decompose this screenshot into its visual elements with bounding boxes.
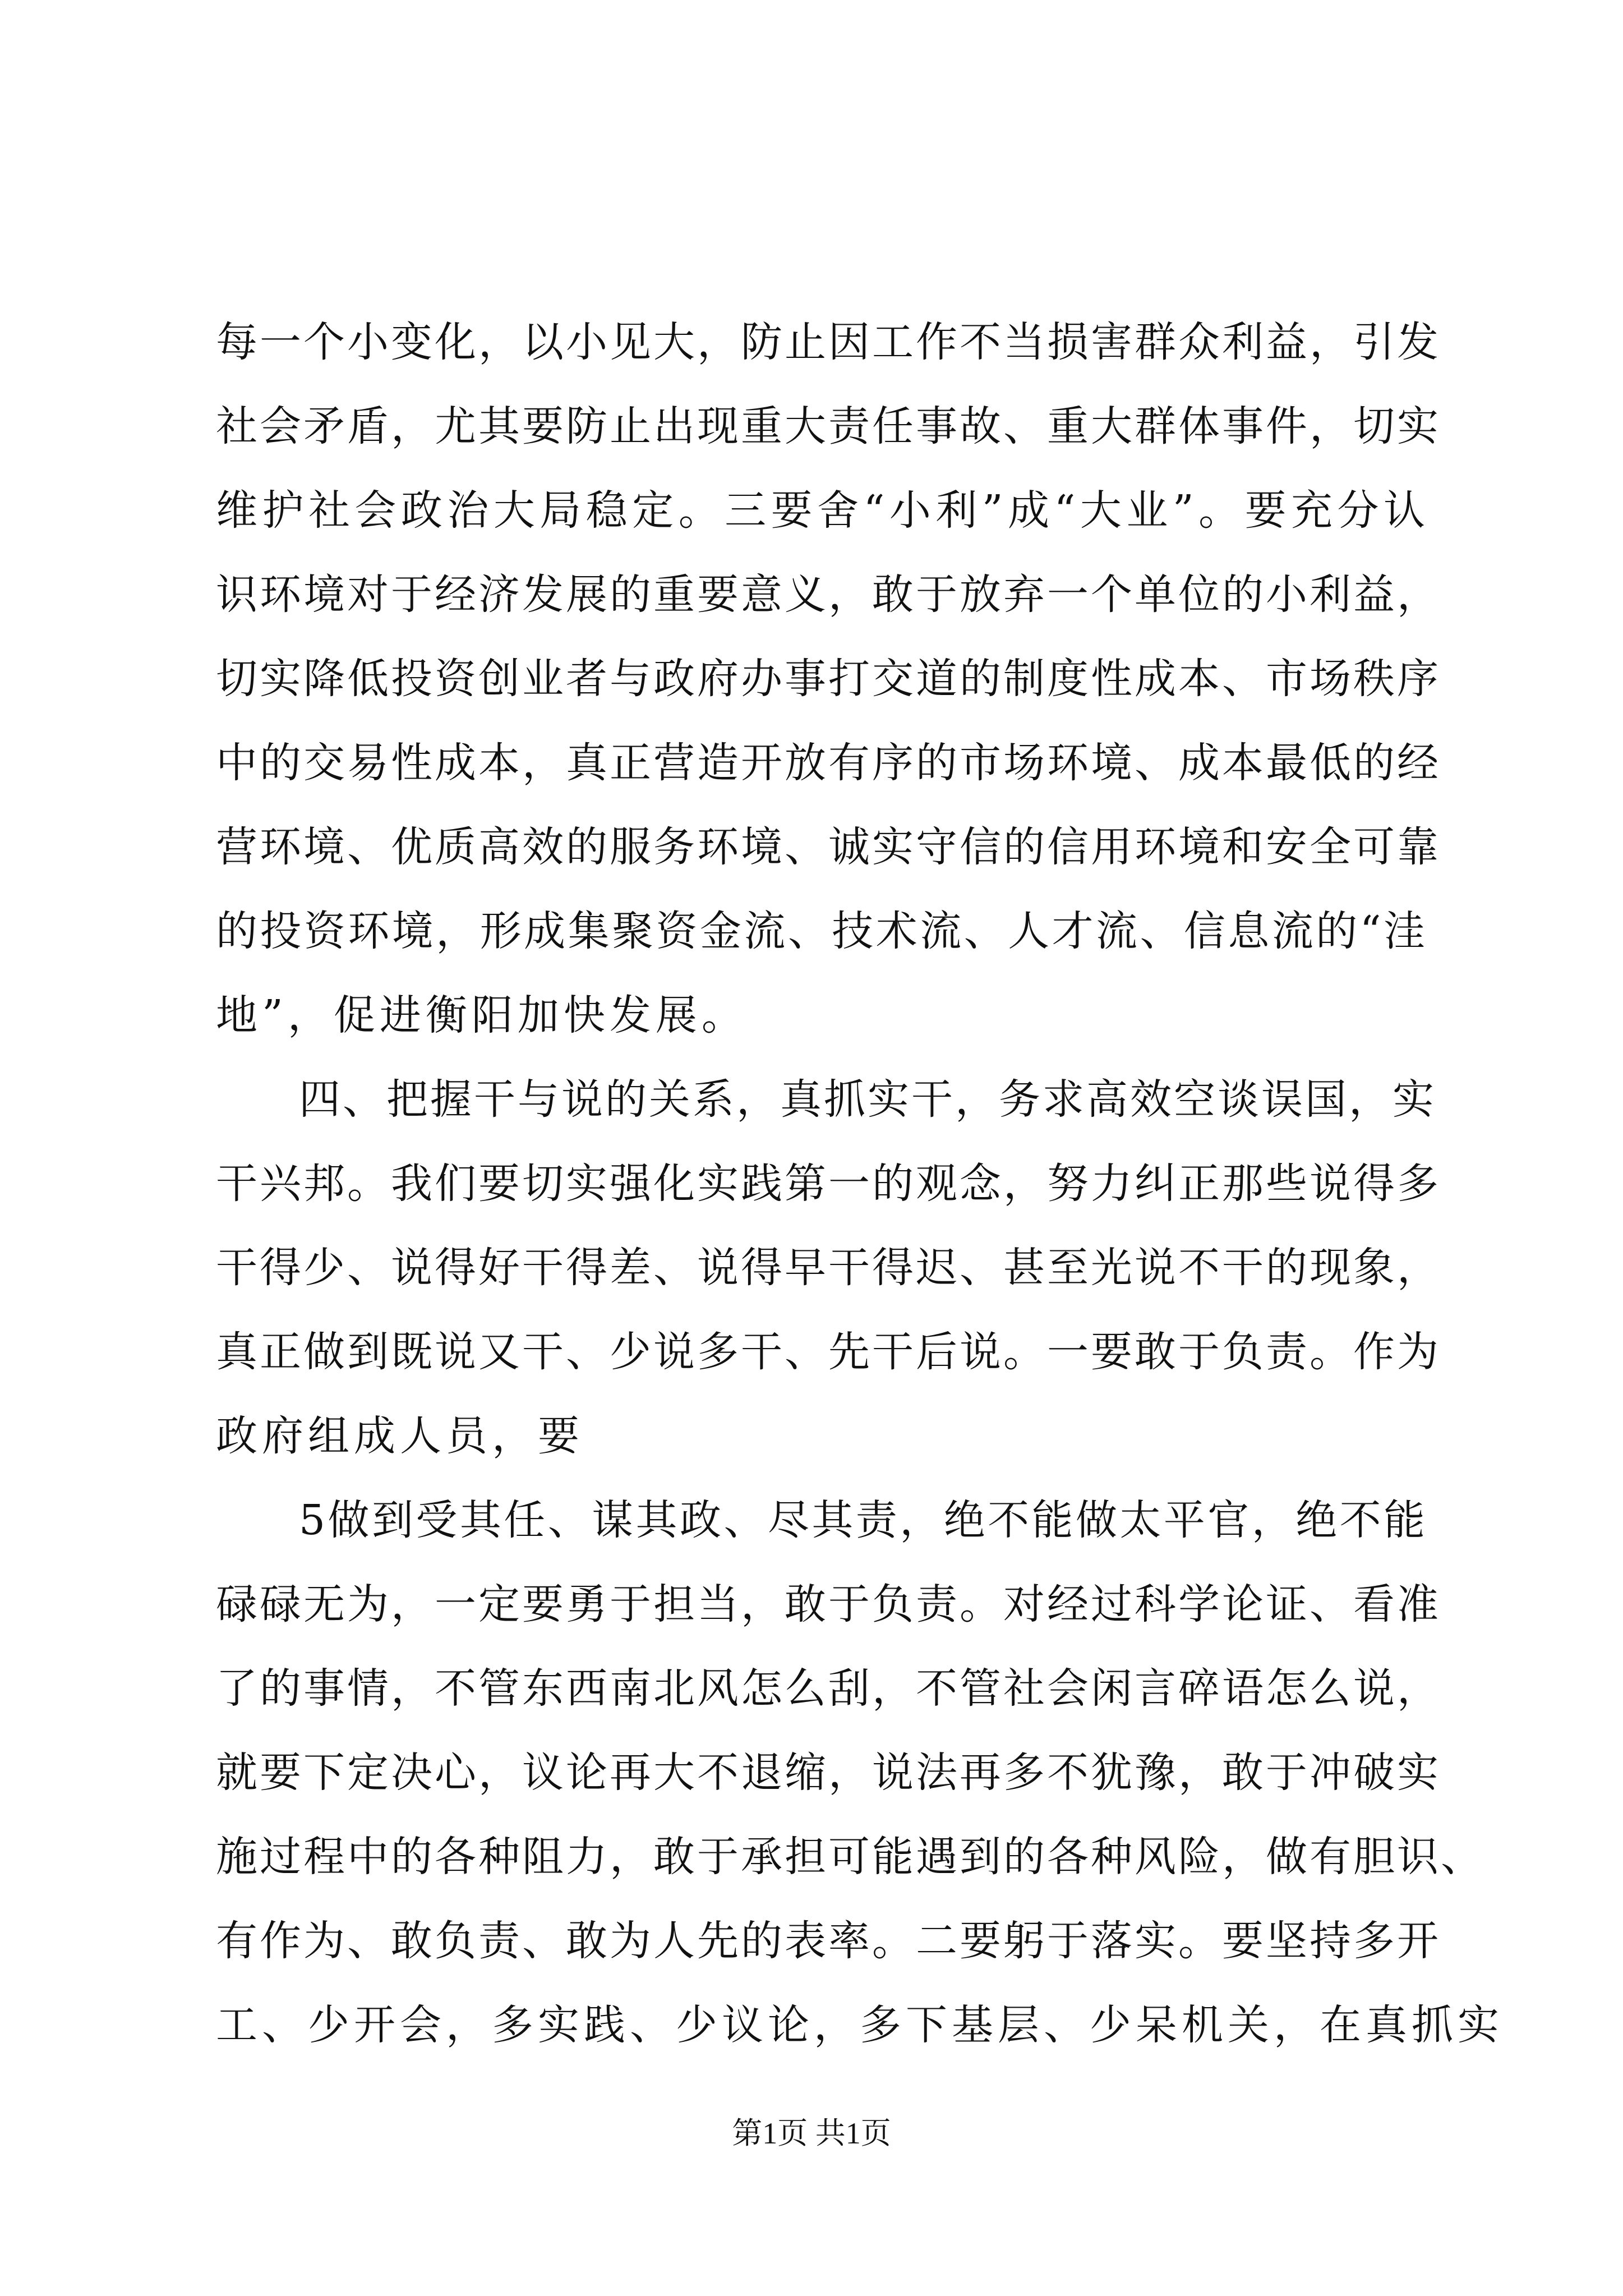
text-line: 5做到受其任、谋其政、尽其责，绝不能做太平官，绝不能 xyxy=(299,1496,1427,1544)
text-line: 施过程中的各种阻力，敢于承担可能遇到的各种风险，做有胆识、 xyxy=(216,1833,1484,1881)
text-line: 工、少开会，多实践、少议论，多下基层、少呆机关，在真抓实 xyxy=(216,2001,1504,2049)
document-body xyxy=(216,300,1504,2067)
paragraph xyxy=(216,300,1441,1057)
text-line: 每一个小变化，以小见大，防止因工作不当损害群众利益，引发 xyxy=(216,318,1441,366)
text-line: 了的事情，不管东西南北风怎么刮，不管社会闲言碎语怎么说， xyxy=(216,1664,1441,1713)
text-line: 营环境、优质高效的服务环境、诚实守信的信用环境和安全可靠 xyxy=(216,823,1441,871)
text-line: 地”，促进衡阳加快发展。 xyxy=(216,991,748,1039)
text-line: 识环境对于经济发展的重要意义，敢于放弃一个单位的小利益， xyxy=(216,570,1441,619)
text-line: 有作为、敢负责、敢为人先的表率。二要躬于落实。要坚持多开 xyxy=(216,1917,1441,1965)
text-line: 就要下定决心，议论再大不退缩，说法再多不犹豫，敢于冲破实 xyxy=(216,1749,1441,1797)
text-line: 四、把握干与说的关系，真抓实干，务求高效空谈误国，实 xyxy=(299,1075,1436,1124)
text-line: 的投资环境，形成集聚资金流、技术流、人才流、信息流的“洼 xyxy=(216,907,1427,955)
page-footer: 第1页 共1页 xyxy=(732,2116,891,2150)
paragraph xyxy=(216,1478,1504,2067)
text-line: 干兴邦。我们要切实强化实践第一的观念，努力纠正那些说得多 xyxy=(216,1159,1441,1208)
text-line: 碌碌无为，一定要勇于担当，敢于负责。对经过科学论证、看准 xyxy=(216,1580,1441,1628)
text-line: 社会矛盾，尤其要防止出现重大责任事故、重大群体事件，切实 xyxy=(216,402,1441,450)
text-line: 政府组成人员，要 xyxy=(216,1412,584,1460)
text-line: 维护社会政治大局稳定。三要舍“小利”成“大业”。要充分认 xyxy=(216,486,1427,535)
text-line: 干得少、说得好干得差、说得早干得迟、甚至光说不干的现象， xyxy=(216,1244,1441,1292)
paragraph xyxy=(216,1057,1441,1478)
text-line: 真正做到既说又干、少说多干、先干后说。一要敢于负责。作为 xyxy=(216,1328,1441,1376)
text-line: 中的交易性成本，真正营造开放有序的市场环境、成本最低的经 xyxy=(216,739,1441,787)
text-line: 切实降低投资创业者与政府办事打交道的制度性成本、市场秩序 xyxy=(216,655,1441,703)
